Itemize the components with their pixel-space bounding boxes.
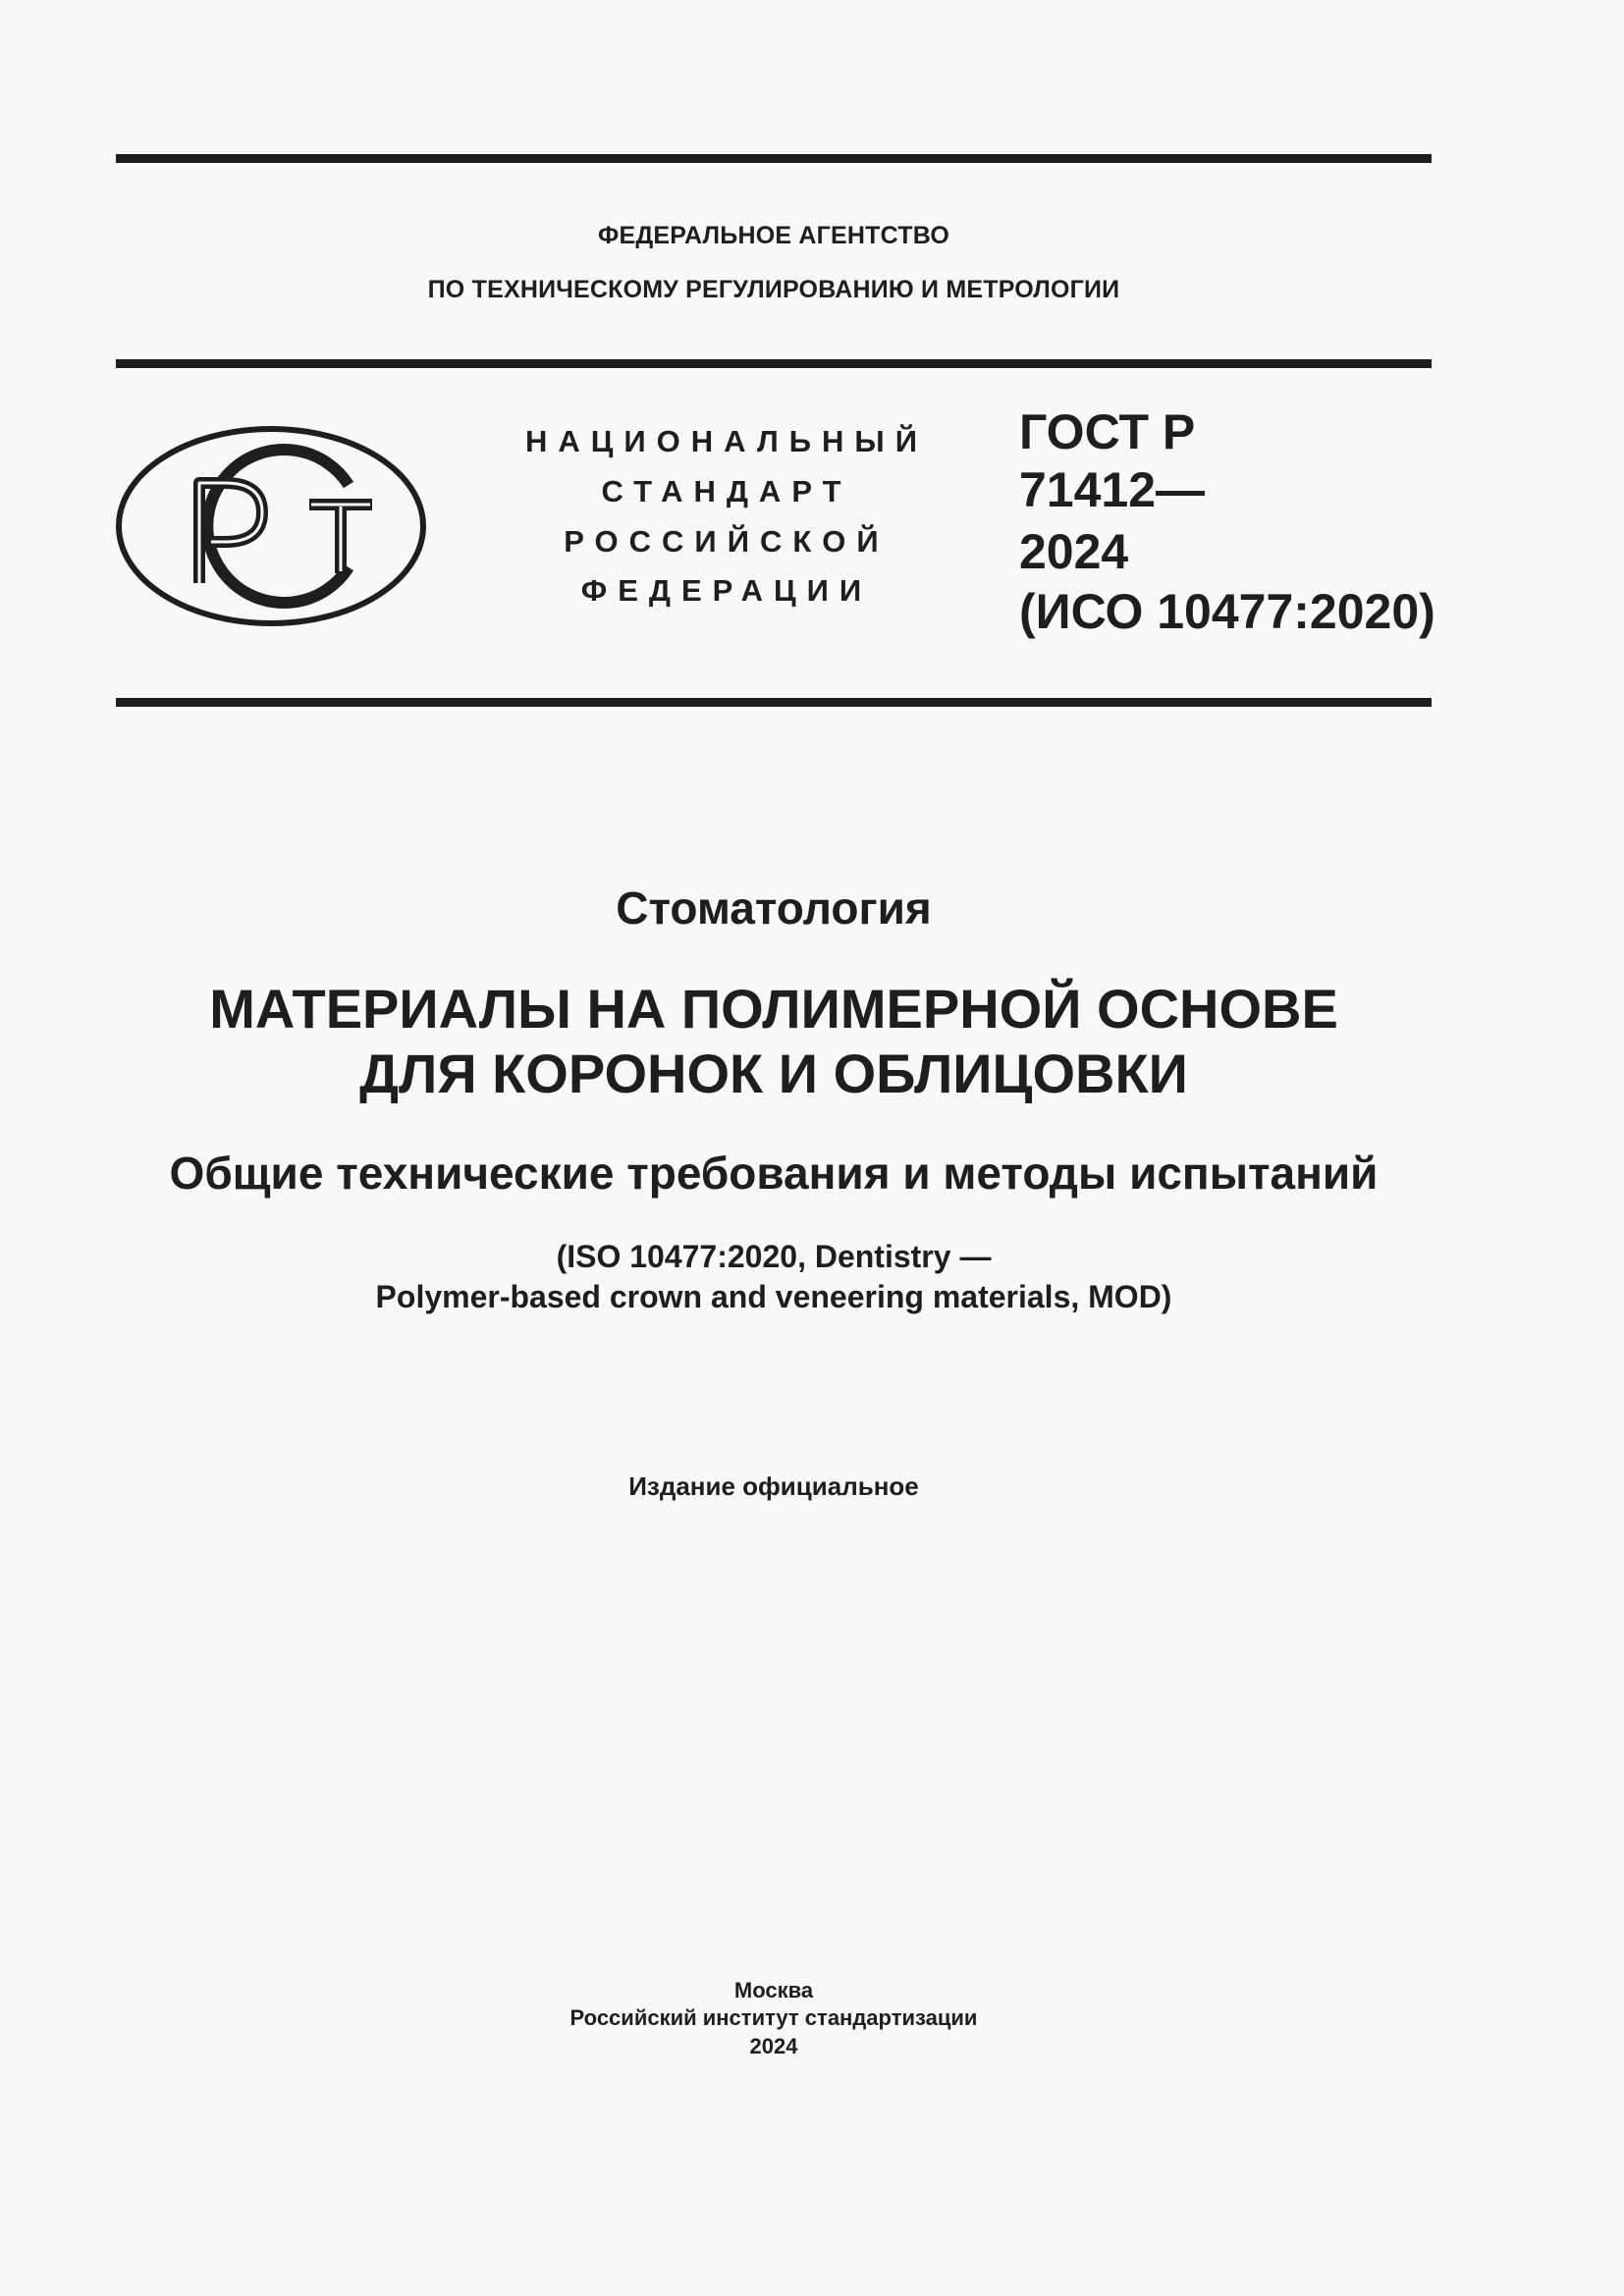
subject-field: Стоматология: [616, 882, 932, 934]
agency-line-2: ПО ТЕХНИЧЕСКОМУ РЕГУЛИРОВАНИЮ И МЕТРОЛОГИИ: [427, 276, 1120, 303]
national-standard-line-2: СТАНДАРТ: [601, 474, 852, 508]
main-title-line-1: МАТЕРИАЛЫ НА ПОЛИМЕРНОЙ ОСНОВЕ: [209, 978, 1338, 1040]
iso-reference-line-1: (ISO 10477:2020, Dentistry —: [556, 1239, 992, 1274]
agency-line-1: ФЕДЕРАЛЬНОЕ АГЕНТСТВО: [598, 222, 949, 249]
rst-certification-mark-icon: [115, 426, 427, 626]
imprint-publisher: Российский институт стандартизации: [569, 2005, 978, 2030]
top-rule: [116, 154, 1432, 163]
imprint-city: Москва: [733, 1978, 814, 2002]
edition-label: Издание официальное: [628, 1471, 919, 1501]
subtitle: Общие технические требования и методы испытаний: [169, 1148, 1379, 1199]
standard-designation-line-1: ГОСТ Р: [1019, 404, 1196, 459]
agency-divider-rule: [116, 359, 1432, 368]
standard-designation-line-3: 2024: [1019, 524, 1129, 579]
national-standard-line-3: РОССИЙСКОЙ: [564, 524, 890, 559]
standard-designation-line-2: 71412—: [1019, 462, 1206, 517]
imprint-year: 2024: [749, 2034, 798, 2058]
national-standard-line-1: НАЦИОНАЛЬНЫЙ: [524, 424, 929, 458]
standard-designation-line-4: (ИСО 10477:2020): [1019, 584, 1435, 639]
iso-reference-line-2: Polymer-based crown and veneering materials, MOD): [375, 1279, 1172, 1314]
national-standard-line-4: ФЕДЕРАЦИИ: [580, 573, 873, 608]
main-title-line-2: ДЛЯ КОРОНОК И ОБЛИЦОВКИ: [359, 1042, 1188, 1104]
header-bottom-rule: [116, 698, 1432, 707]
